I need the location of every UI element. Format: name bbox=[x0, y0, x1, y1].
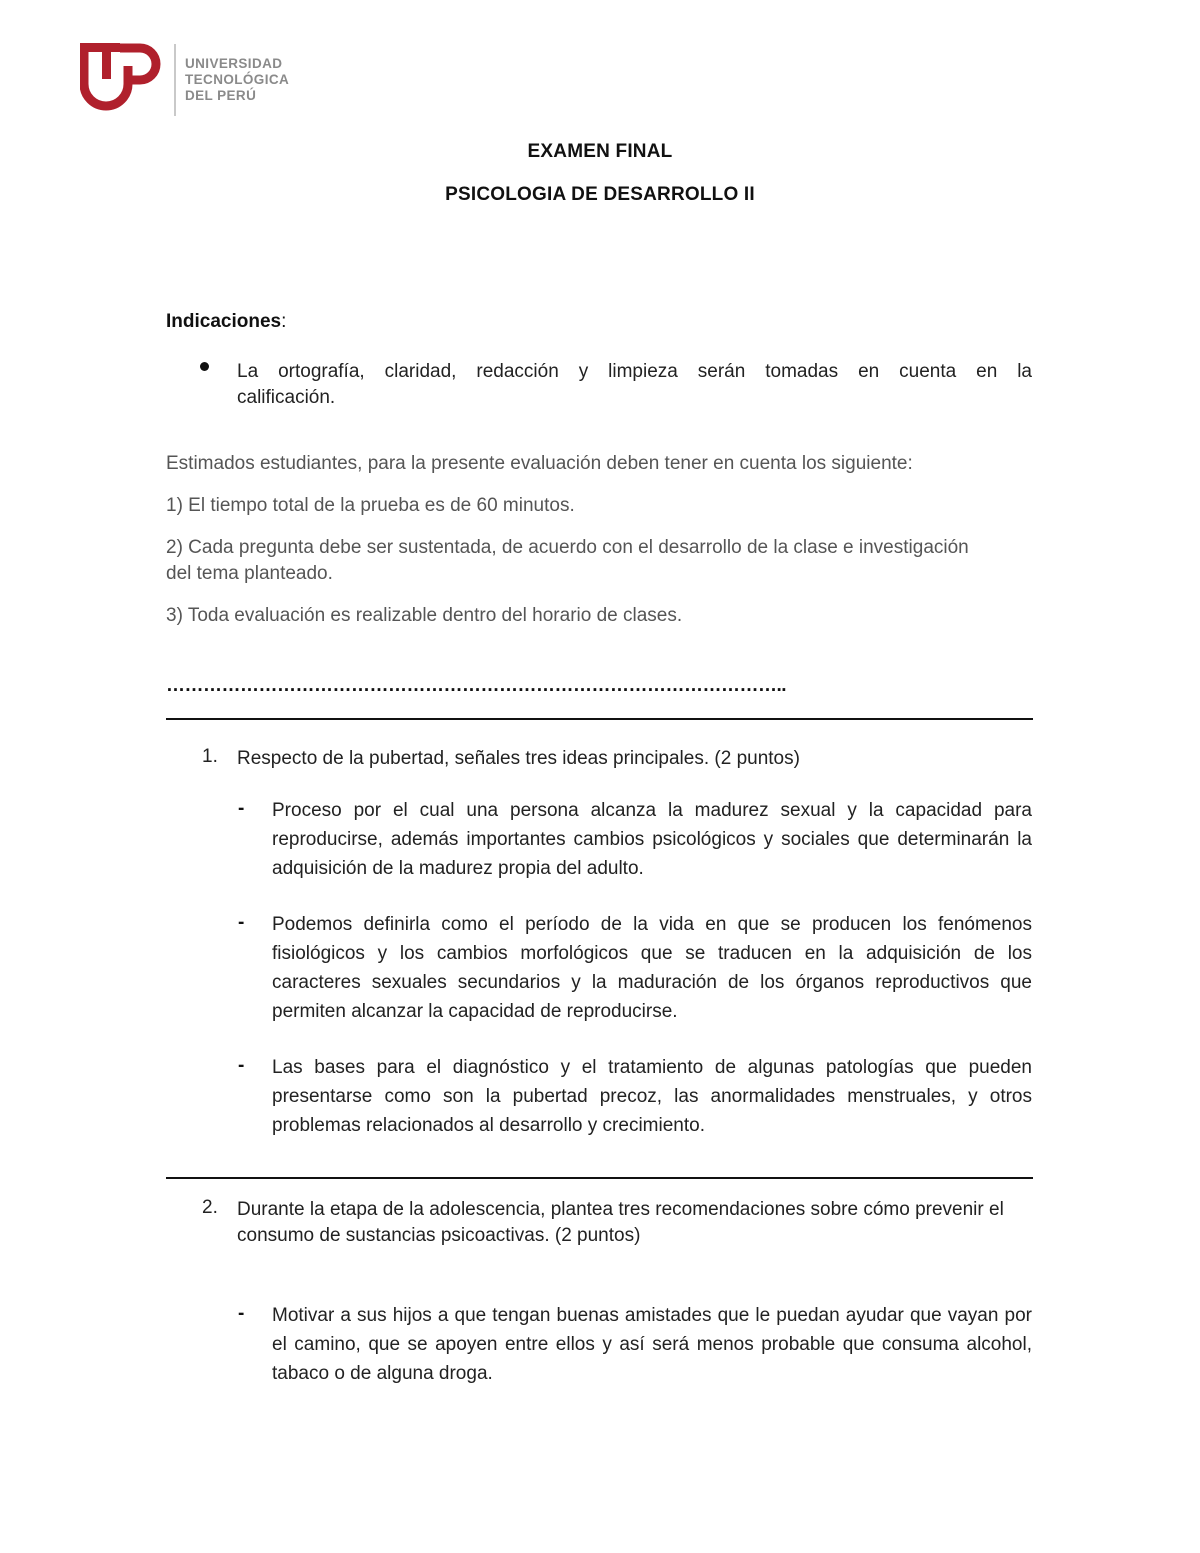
question-1-text: Respecto de la pubertad, señales tres ideas principales. (2 puntos) bbox=[237, 748, 800, 769]
question-2-text: Durante la etapa de la adolescencia, plantea tres recomendaciones sobre cómo prevenir el consumo de sustancias psicoactivas. (2 puntos) bbox=[237, 1199, 1004, 1246]
horizontal-rule bbox=[166, 1177, 1033, 1179]
indication-bullet bbox=[237, 359, 1032, 411]
logo-line-1: UNIVERSIDAD bbox=[185, 56, 283, 71]
question-1-answer-1: Proceso por el cual una persona alcanza la madurez sexual y la capacidad para reproducirse, además importantes cambios psicológicos y sociales que determinarán la adquisición de la madurez propia del adulto. bbox=[272, 800, 1032, 879]
dash-icon: - bbox=[238, 798, 245, 819]
horizontal-rule bbox=[166, 718, 1033, 720]
question-2-number: 2. bbox=[202, 1197, 218, 1218]
course-title: PSICOLOGIA DE DESARROLLO II bbox=[445, 184, 755, 205]
indications-label: Indicaciones bbox=[166, 311, 282, 332]
indication-bullet-line-2: calificación. bbox=[237, 387, 336, 408]
instruction-rule-1: 1) El tiempo total de la prueba es de 60 minutos. bbox=[166, 495, 575, 516]
question-1-answer-2: Podemos definirla como el período de la vida en que se producen los fenómenos fisiológicos y los cambios morfológicos que se traducen en la adquisición de los caracteres sexuales secundarios y la maduración de los órganos reproductivos que permiten alcanzar la capacidad de reproducirse. bbox=[272, 914, 1032, 1022]
instruction-rule-2: 2) Cada pregunta debe ser sustentada, de acuerdo con el desarrollo de la clase e investigación del tema planteado. bbox=[166, 537, 969, 584]
logo-line-3: DEL PERÚ bbox=[185, 88, 257, 103]
dash-icon: - bbox=[238, 912, 245, 933]
instruction-rule-3: 3) Toda evaluación es realizable dentro del horario de clases. bbox=[166, 605, 683, 626]
logo-divider bbox=[174, 44, 176, 116]
instructions-intro: Estimados estudiantes, para la presente evaluación deben tener en cuenta los siguiente: bbox=[166, 453, 913, 474]
utp-logo-icon bbox=[80, 40, 164, 118]
indication-bullet-line-1: La ortografía, claridad, redacción y limpieza serán tomadas en cuenta en la bbox=[237, 361, 1032, 382]
indications-colon: : bbox=[281, 311, 287, 332]
logo-line-2: TECNOLÓGICA bbox=[185, 72, 290, 87]
logo-wordmark bbox=[185, 56, 325, 104]
dash-icon: - bbox=[238, 1303, 245, 1324]
exam-title: EXAMEN FINAL bbox=[527, 141, 673, 162]
question-1-answer-3: Las bases para el diagnóstico y el tratamiento de algunas patologías que pueden presentarse como son la pubertad precoz, las anormalidades menstruales, y otros problemas relacionados al desarrollo y crecimiento. bbox=[272, 1057, 1032, 1136]
dash-icon: - bbox=[238, 1055, 245, 1076]
indications-heading bbox=[166, 309, 286, 335]
question-1-number: 1. bbox=[202, 746, 218, 767]
bullet-icon bbox=[200, 362, 209, 371]
dotted-separator: ……………………………………………………………………………………….. bbox=[166, 675, 787, 696]
question-2-answer-1: Motivar a sus hijos a que tengan buenas amistades que le puedan ayudar que vayan por el camino, que se apoyen entre ellos y así será menos probable que consuma alcohol, tabaco o de alguna droga. bbox=[272, 1305, 1032, 1384]
